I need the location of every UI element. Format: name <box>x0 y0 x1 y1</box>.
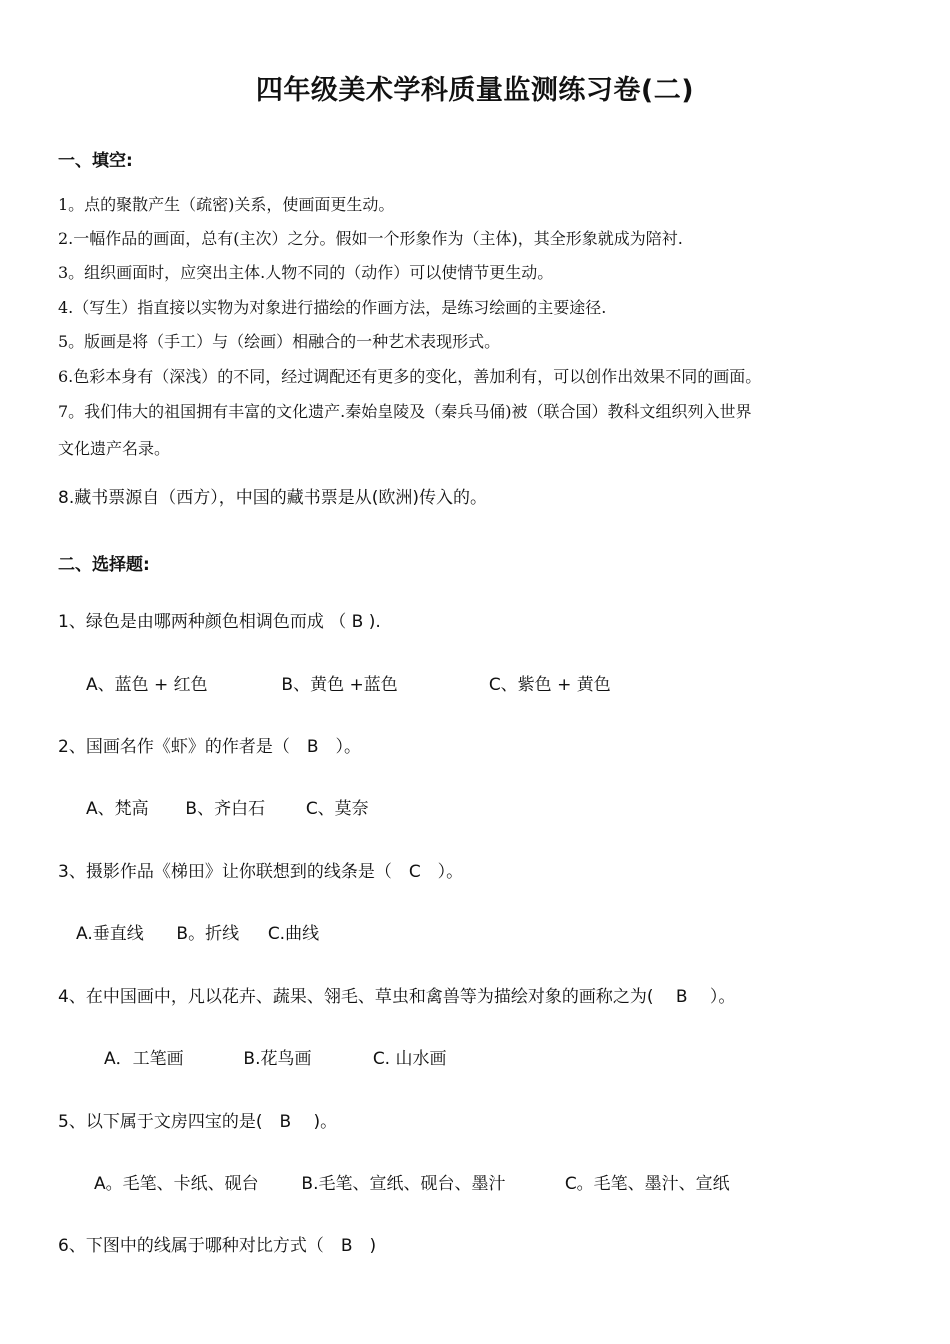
option-b: B、黄色 +蓝色 <box>281 675 398 695</box>
section-fill-blank-heading: 一、填空: <box>58 151 133 171</box>
fill-blank-item-7-continued: 文化遗产名录。 <box>58 439 171 458</box>
option-a: A．工笔画 <box>104 1049 184 1069</box>
choice-options-3 <box>76 922 319 946</box>
page-title: 四年级美术学科质量监测练习卷(二) <box>255 75 695 106</box>
option-a: A、梵高 <box>86 799 149 819</box>
choice-options-2 <box>86 797 369 821</box>
option-a: A、蓝色 + 红色 <box>86 675 208 695</box>
option-c: C. 山水画 <box>372 1049 447 1069</box>
option-c: C、紫色 + 黄色 <box>488 675 611 695</box>
choice-question-5: 5、以下属于文房四宝的是( B )。 <box>58 1112 338 1132</box>
fill-blank-item-4: 4.（写生）指直接以实物为对象进行描绘的作画方法，是练习绘画的主要途径. <box>58 298 607 317</box>
fill-blank-item-8: 8.藏书票源自（西方），中国的藏书票是从(欧洲)传入的。 <box>58 488 487 508</box>
fill-blank-item-6: 6.色彩本身有（深浅）的不同，经过调配还有更多的变化，善加利有，可以创作出效果不同的画面。 <box>58 367 762 386</box>
option-c: C。毛笔、墨汁、宣纸 <box>564 1174 730 1194</box>
choice-question-1: 1、绿色是由哪两种颜色相调色而成 （ B ). <box>58 612 381 632</box>
choice-question-4: 4、在中国画中，凡以花卉、蔬果、翎毛、草虫和禽兽等为描绘对象的画称之为( B ）。 <box>58 987 736 1007</box>
choice-question-2: 2、国画名作《虾》的作者是（ B ）。 <box>58 737 361 757</box>
fill-blank-item-2: 2.一幅作品的画面，总有(主次）之分。假如一个形象作为（主体)，其全形象就成为陪衬. <box>58 229 683 248</box>
option-c: C.曲线 <box>267 924 320 944</box>
option-b: B.毛笔、宣纸、砚台、墨汁 <box>301 1174 506 1194</box>
fill-blank-item-7: 7。我们伟大的祖国拥有丰富的文化遗产.秦始皇陵及（秦兵马俑)被（联合国）教科文组织列入世界 <box>58 402 752 421</box>
choice-question-3: 3、摄影作品《梯田》让你联想到的线条是（ C ）。 <box>58 862 464 882</box>
option-a: A.垂直线 <box>76 924 144 944</box>
fill-blank-item-3: 3。组织画面时，应突出主体.人物不同的（动作）可以使情节更生动。 <box>58 263 554 282</box>
fill-blank-item-1: 1。点的聚散产生（疏密)关系，使画面更生动。 <box>58 195 395 214</box>
option-a: A。毛笔、卡纸、砚台 <box>94 1174 259 1194</box>
section-choice-heading: 二、选择题: <box>58 555 150 575</box>
choice-options-4 <box>104 1047 447 1071</box>
option-b: B。折线 <box>176 924 240 944</box>
choice-options-5 <box>94 1172 730 1196</box>
choice-question-6: 6、下图中的线属于哪种对比方式（ B ) <box>58 1236 377 1256</box>
option-b: B.花鸟画 <box>243 1049 312 1069</box>
option-c: C、莫奈 <box>305 799 369 819</box>
fill-blank-item-5: 5。版画是将（手工）与（绘画）相融合的一种艺术表现形式。 <box>58 332 501 351</box>
option-b: B、齐白石 <box>185 799 266 819</box>
choice-options-1 <box>86 673 611 697</box>
